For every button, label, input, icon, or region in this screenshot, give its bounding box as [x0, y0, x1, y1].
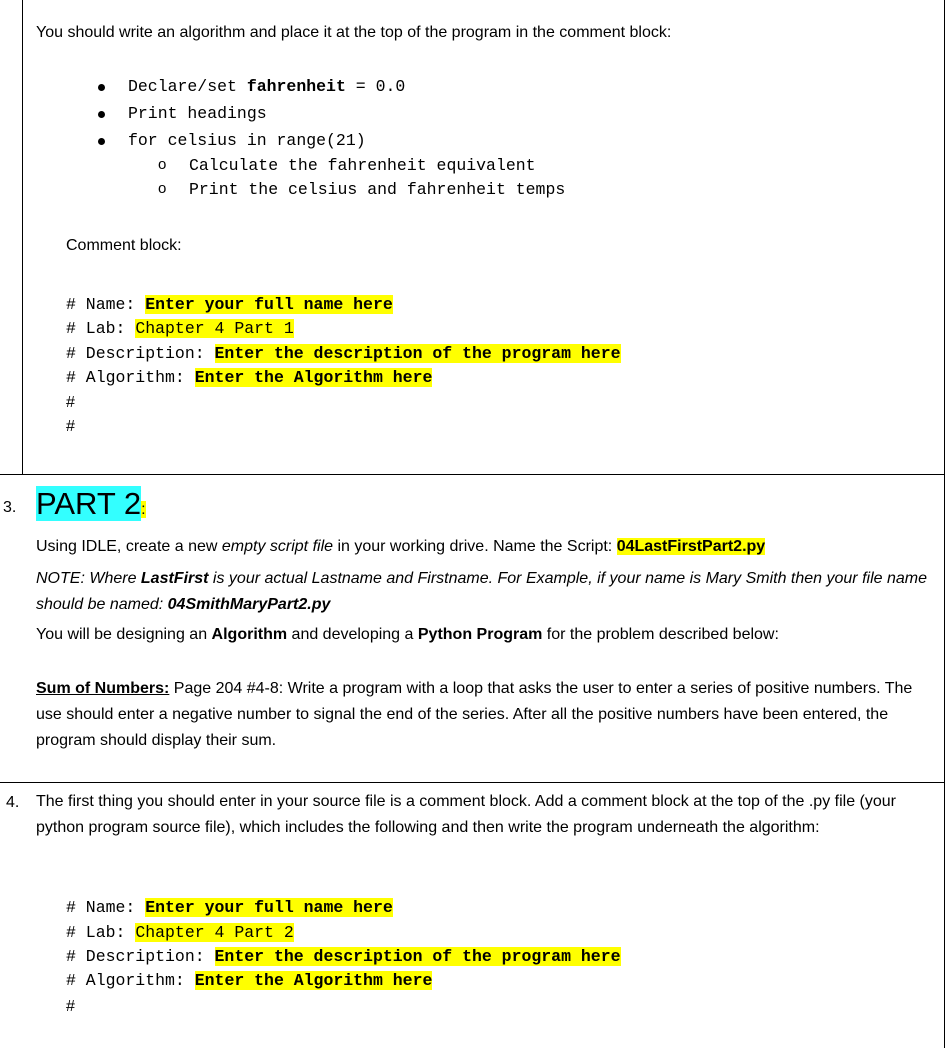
sub-bullet-marker: o [158, 156, 167, 173]
list-number-3: 3. [3, 499, 17, 516]
comment-line-algorithm [66, 971, 432, 990]
comment-line-algorithm [66, 368, 432, 387]
sum-of-numbers-problem [36, 676, 941, 754]
bullet-1-post: = 0.0 [345, 77, 406, 96]
comment-key: # Lab: [66, 319, 136, 338]
comment-key: # Name: [66, 898, 146, 917]
sub-bullet-2: Print the celsius and fahrenheit temps [189, 180, 566, 199]
note-example-filename: 04SmithMaryPart2.py [167, 596, 331, 613]
comment-value: Chapter 4 Part 2 [135, 923, 294, 942]
bullet-1-bold: fahrenheit [246, 77, 346, 96]
comment-line-name [66, 295, 393, 314]
comment-line-description [66, 344, 621, 363]
sub-bullet-1: Calculate the fahrenheit equivalent [189, 156, 536, 175]
comment-value: Enter the description of the program here [214, 344, 621, 363]
comment-line-name [66, 898, 393, 917]
part2-heading-colon: : [141, 501, 146, 518]
idle-text: Using IDLE, create a new [36, 538, 222, 555]
bullet-item-2: Print headings [128, 104, 267, 123]
note-text: is your actual Lastname and Firstname. For Example, if your name is Mary Smith then your file name should be named: [36, 570, 927, 613]
comment-block-label: Comment block: [66, 237, 182, 254]
comment-value: Enter the Algorithm here [194, 971, 433, 990]
bullet-item-3: for celsius in range(21) [128, 131, 366, 150]
right-border [944, 0, 945, 1048]
bullet-1-pre: Declare/set [128, 77, 247, 96]
comment-key: # Name: [66, 295, 146, 314]
design-text: for the problem described below: [542, 626, 779, 643]
sub-bullet-marker: o [158, 180, 167, 197]
note-text: NOTE: Where [36, 570, 141, 587]
comment-hash: # [66, 418, 75, 435]
idle-text: in your working drive. Name the Script: [333, 538, 617, 555]
design-instructions [36, 626, 779, 644]
comment-line-description [66, 947, 621, 966]
comment-value: Chapter 4 Part 1 [135, 319, 294, 338]
bullet-dot [98, 84, 105, 91]
design-text: and developing a [287, 626, 418, 643]
comment-key: # Lab: [66, 923, 136, 942]
divider-top [0, 474, 945, 475]
script-filename: 04LastFirstPart2.py [616, 538, 766, 555]
bullet-item-1 [128, 77, 405, 96]
idle-italic: empty script file [221, 538, 334, 555]
comment-key: # Description: [66, 344, 215, 363]
comment-value: Enter the description of the program here [214, 947, 621, 966]
comment-line-lab [66, 319, 294, 338]
sum-text: Page 204 #4-8: Write a program with a loop that asks the user to enter a series of positive numbers. The use should enter a negative number to signal the end of the series. After all the positive numbers have been entered, the program should display their sum. [36, 680, 913, 749]
design-bold: Python Program [417, 626, 543, 643]
comment-value: Enter your full name here [145, 898, 393, 917]
part2-heading [36, 486, 146, 522]
design-text: You will be designing an [36, 626, 212, 643]
bullet-dot [98, 138, 105, 145]
divider-middle [0, 782, 945, 783]
bullet-dot [98, 111, 105, 118]
comment-key: # Description: [66, 947, 215, 966]
note-bold: LastFirst [140, 570, 209, 587]
design-bold: Algorithm [211, 626, 288, 643]
sum-title: Sum of Numbers: [36, 680, 170, 697]
comment-key: # Algorithm: [66, 971, 195, 990]
part2-heading-text: PART 2 [36, 486, 142, 521]
comment-hash: # [66, 998, 75, 1015]
list-number-4: 4. [6, 794, 20, 811]
section4-paragraph: The first thing you should enter in your source file is a comment block. Add a comment block at the top of the .py file (your python program source file), which includes the following and then write the program underneath the algorithm: [36, 793, 896, 836]
comment-hash: # [66, 394, 75, 411]
comment-value: Enter your full name here [145, 295, 393, 314]
intro-text: You should write an algorithm and place it at the top of the program in the comment block: [36, 24, 672, 41]
comment-value: Enter the Algorithm here [194, 368, 433, 387]
idle-instructions [36, 538, 765, 556]
left-border [22, 0, 23, 475]
note-paragraph [36, 566, 936, 618]
comment-key: # Algorithm: [66, 368, 195, 387]
comment-line-lab [66, 923, 294, 942]
